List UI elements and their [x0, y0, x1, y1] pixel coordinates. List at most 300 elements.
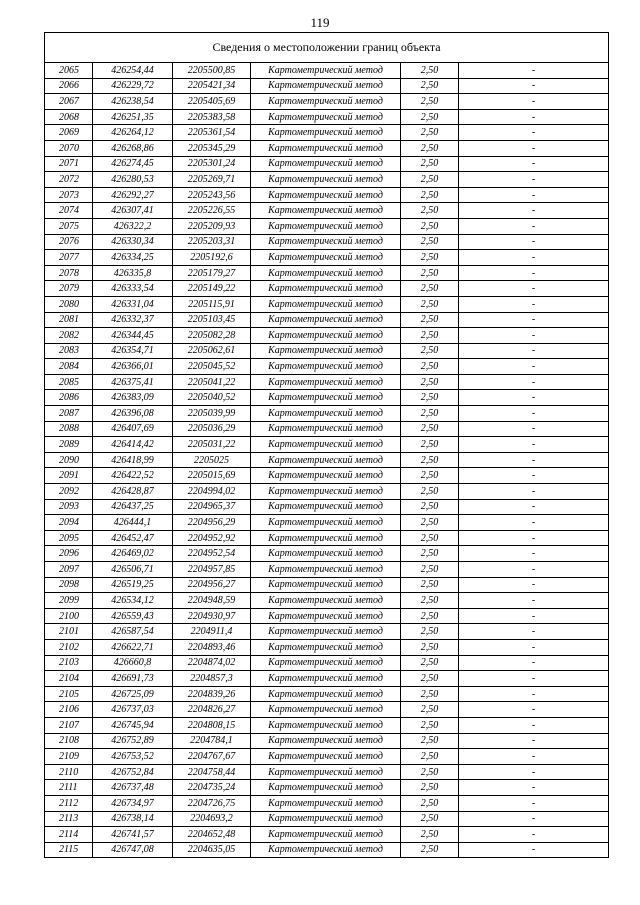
accuracy-cell: 2,50	[401, 577, 459, 593]
table-row	[45, 499, 609, 515]
description-cell: -	[459, 795, 609, 811]
accuracy-cell: 2,50	[401, 63, 459, 79]
description-cell: -	[459, 406, 609, 422]
y-coordinate-cell: 2205500,85	[173, 63, 251, 79]
accuracy-cell: 2,50	[401, 250, 459, 266]
description-cell: -	[459, 265, 609, 281]
x-coordinate-cell: 426422,52	[93, 468, 173, 484]
accuracy-cell: 2,50	[401, 842, 459, 858]
description-cell: -	[459, 546, 609, 562]
table-row	[45, 593, 609, 609]
accuracy-cell: 2,50	[401, 515, 459, 531]
method-cell: Картометрический метод	[251, 608, 401, 624]
x-coordinate-cell: 426251,35	[93, 109, 173, 125]
table-row	[45, 125, 609, 141]
point-number-cell: 2106	[45, 702, 93, 718]
point-number-cell: 2087	[45, 406, 93, 422]
table-row	[45, 172, 609, 188]
description-cell: -	[459, 468, 609, 484]
method-cell: Картометрический метод	[251, 655, 401, 671]
table-row	[45, 234, 609, 250]
y-coordinate-cell: 2205031,22	[173, 437, 251, 453]
y-coordinate-cell: 2205039,99	[173, 406, 251, 422]
table-row	[45, 562, 609, 578]
accuracy-cell: 2,50	[401, 593, 459, 609]
x-coordinate-cell: 426307,41	[93, 203, 173, 219]
point-number-cell: 2109	[45, 749, 93, 765]
x-coordinate-cell: 426534,12	[93, 593, 173, 609]
accuracy-cell: 2,50	[401, 702, 459, 718]
x-coordinate-cell: 426747,08	[93, 842, 173, 858]
description-cell: -	[459, 686, 609, 702]
x-coordinate-cell: 426330,34	[93, 234, 173, 250]
x-coordinate-cell: 426354,71	[93, 343, 173, 359]
table-title: Сведения о местоположении границ объекта	[45, 33, 609, 63]
y-coordinate-cell: 2205345,29	[173, 140, 251, 156]
method-cell: Картометрический метод	[251, 390, 401, 406]
method-cell: Картометрический метод	[251, 359, 401, 375]
description-cell: -	[459, 187, 609, 203]
description-cell: -	[459, 140, 609, 156]
description-cell: -	[459, 296, 609, 312]
table-row	[45, 452, 609, 468]
point-number-cell: 2113	[45, 811, 93, 827]
y-coordinate-cell: 2204965,37	[173, 499, 251, 515]
point-number-cell: 2115	[45, 842, 93, 858]
y-coordinate-cell: 2204957,85	[173, 562, 251, 578]
description-cell: -	[459, 156, 609, 172]
accuracy-cell: 2,50	[401, 421, 459, 437]
table-row	[45, 671, 609, 687]
point-number-cell: 2114	[45, 827, 93, 843]
description-cell: -	[459, 515, 609, 531]
point-number-cell: 2072	[45, 172, 93, 188]
y-coordinate-cell: 2204956,27	[173, 577, 251, 593]
method-cell: Картометрический метод	[251, 187, 401, 203]
y-coordinate-cell: 2205405,69	[173, 94, 251, 110]
point-number-cell: 2105	[45, 686, 93, 702]
x-coordinate-cell: 426414,42	[93, 437, 173, 453]
accuracy-cell: 2,50	[401, 530, 459, 546]
point-number-cell: 2092	[45, 484, 93, 500]
table-row	[45, 686, 609, 702]
y-coordinate-cell: 2204911,4	[173, 624, 251, 640]
table-row	[45, 827, 609, 843]
accuracy-cell: 2,50	[401, 811, 459, 827]
accuracy-cell: 2,50	[401, 686, 459, 702]
y-coordinate-cell: 2204893,46	[173, 639, 251, 655]
table-row	[45, 608, 609, 624]
table-row	[45, 140, 609, 156]
table-row	[45, 187, 609, 203]
method-cell: Картометрический метод	[251, 749, 401, 765]
table-row	[45, 406, 609, 422]
method-cell: Картометрический метод	[251, 172, 401, 188]
x-coordinate-cell: 426335,8	[93, 265, 173, 281]
accuracy-cell: 2,50	[401, 390, 459, 406]
x-coordinate-cell: 426691,73	[93, 671, 173, 687]
y-coordinate-cell: 2204948,59	[173, 593, 251, 609]
y-coordinate-cell: 2205269,71	[173, 172, 251, 188]
page-number: 119	[310, 15, 330, 30]
description-cell: -	[459, 577, 609, 593]
y-coordinate-cell: 2204874,02	[173, 655, 251, 671]
point-number-cell: 2079	[45, 281, 93, 297]
x-coordinate-cell: 426752,84	[93, 764, 173, 780]
method-cell: Картометрический метод	[251, 296, 401, 312]
point-number-cell: 2097	[45, 562, 93, 578]
accuracy-cell: 2,50	[401, 717, 459, 733]
accuracy-cell: 2,50	[401, 764, 459, 780]
y-coordinate-cell: 2205045,52	[173, 359, 251, 375]
method-cell: Картометрический метод	[251, 702, 401, 718]
point-number-cell: 2103	[45, 655, 93, 671]
y-coordinate-cell: 2205040,52	[173, 390, 251, 406]
method-cell: Картометрический метод	[251, 421, 401, 437]
point-number-cell: 2088	[45, 421, 93, 437]
table-row	[45, 156, 609, 172]
accuracy-cell: 2,50	[401, 655, 459, 671]
point-number-cell: 2102	[45, 639, 93, 655]
description-cell: -	[459, 702, 609, 718]
point-number-cell: 2111	[45, 780, 93, 796]
method-cell: Картометрический метод	[251, 577, 401, 593]
point-number-cell: 2101	[45, 624, 93, 640]
y-coordinate-cell: 2204767,67	[173, 749, 251, 765]
accuracy-cell: 2,50	[401, 795, 459, 811]
accuracy-cell: 2,50	[401, 156, 459, 172]
table-row	[45, 343, 609, 359]
description-cell: -	[459, 452, 609, 468]
method-cell: Картометрический метод	[251, 733, 401, 749]
table-row	[45, 702, 609, 718]
accuracy-cell: 2,50	[401, 468, 459, 484]
table-row	[45, 749, 609, 765]
x-coordinate-cell: 426238,54	[93, 94, 173, 110]
x-coordinate-cell: 426559,43	[93, 608, 173, 624]
table-row	[45, 484, 609, 500]
table-row	[45, 764, 609, 780]
point-number-cell: 2075	[45, 218, 93, 234]
table-row	[45, 655, 609, 671]
method-cell: Картометрический метод	[251, 140, 401, 156]
x-coordinate-cell: 426428,87	[93, 484, 173, 500]
y-coordinate-cell: 2204952,92	[173, 530, 251, 546]
y-coordinate-cell: 2205243,56	[173, 187, 251, 203]
table-row	[45, 265, 609, 281]
table-row	[45, 530, 609, 546]
y-coordinate-cell: 2204930,97	[173, 608, 251, 624]
table-row	[45, 328, 609, 344]
table-row	[45, 639, 609, 655]
x-coordinate-cell: 426444,1	[93, 515, 173, 531]
point-number-cell: 2069	[45, 125, 93, 141]
description-cell: -	[459, 733, 609, 749]
description-cell: -	[459, 639, 609, 655]
y-coordinate-cell: 2204735,24	[173, 780, 251, 796]
y-coordinate-cell: 2205209,93	[173, 218, 251, 234]
description-cell: -	[459, 608, 609, 624]
table-row	[45, 421, 609, 437]
method-cell: Картометрический метод	[251, 203, 401, 219]
method-cell: Картометрический метод	[251, 328, 401, 344]
y-coordinate-cell: 2205192,6	[173, 250, 251, 266]
y-coordinate-cell: 2204857,3	[173, 671, 251, 687]
description-cell: -	[459, 655, 609, 671]
point-number-cell: 2086	[45, 390, 93, 406]
x-coordinate-cell: 426396,08	[93, 406, 173, 422]
method-cell: Картометрический метод	[251, 63, 401, 79]
description-cell: -	[459, 764, 609, 780]
accuracy-cell: 2,50	[401, 281, 459, 297]
y-coordinate-cell: 2204994,02	[173, 484, 251, 500]
table-row	[45, 109, 609, 125]
accuracy-cell: 2,50	[401, 749, 459, 765]
x-coordinate-cell: 426469,02	[93, 546, 173, 562]
accuracy-cell: 2,50	[401, 359, 459, 375]
x-coordinate-cell: 426741,57	[93, 827, 173, 843]
method-cell: Картометрический метод	[251, 795, 401, 811]
description-cell: -	[459, 499, 609, 515]
point-number-cell: 2065	[45, 63, 93, 79]
method-cell: Картометрический метод	[251, 78, 401, 94]
method-cell: Картометрический метод	[251, 499, 401, 515]
accuracy-cell: 2,50	[401, 437, 459, 453]
accuracy-cell: 2,50	[401, 499, 459, 515]
accuracy-cell: 2,50	[401, 452, 459, 468]
point-number-cell: 2066	[45, 78, 93, 94]
point-number-cell: 2077	[45, 250, 93, 266]
accuracy-cell: 2,50	[401, 94, 459, 110]
accuracy-cell: 2,50	[401, 218, 459, 234]
y-coordinate-cell: 2205082,28	[173, 328, 251, 344]
accuracy-cell: 2,50	[401, 296, 459, 312]
method-cell: Картометрический метод	[251, 639, 401, 655]
point-number-cell: 2076	[45, 234, 93, 250]
description-cell: -	[459, 780, 609, 796]
x-coordinate-cell: 426437,25	[93, 499, 173, 515]
point-number-cell: 2099	[45, 593, 93, 609]
y-coordinate-cell: 2204839,26	[173, 686, 251, 702]
accuracy-cell: 2,50	[401, 608, 459, 624]
description-cell: -	[459, 78, 609, 94]
table-row	[45, 312, 609, 328]
accuracy-cell: 2,50	[401, 312, 459, 328]
accuracy-cell: 2,50	[401, 406, 459, 422]
method-cell: Картометрический метод	[251, 624, 401, 640]
y-coordinate-cell: 2204758,44	[173, 764, 251, 780]
point-number-cell: 2089	[45, 437, 93, 453]
method-cell: Картометрический метод	[251, 109, 401, 125]
description-cell: -	[459, 842, 609, 858]
description-cell: -	[459, 218, 609, 234]
method-cell: Картометрический метод	[251, 515, 401, 531]
description-cell: -	[459, 484, 609, 500]
accuracy-cell: 2,50	[401, 109, 459, 125]
point-number-cell: 2071	[45, 156, 93, 172]
table-row	[45, 795, 609, 811]
y-coordinate-cell: 2205025	[173, 452, 251, 468]
point-number-cell: 2081	[45, 312, 93, 328]
accuracy-cell: 2,50	[401, 265, 459, 281]
method-cell: Картометрический метод	[251, 562, 401, 578]
accuracy-cell: 2,50	[401, 671, 459, 687]
point-number-cell: 2083	[45, 343, 93, 359]
table-row	[45, 94, 609, 110]
description-cell: -	[459, 530, 609, 546]
y-coordinate-cell: 2204826,27	[173, 702, 251, 718]
table-row	[45, 811, 609, 827]
x-coordinate-cell: 426418,99	[93, 452, 173, 468]
table-row	[45, 733, 609, 749]
y-coordinate-cell: 2204635,05	[173, 842, 251, 858]
y-coordinate-cell: 2204652,48	[173, 827, 251, 843]
point-number-cell: 2084	[45, 359, 93, 375]
x-coordinate-cell: 426375,41	[93, 374, 173, 390]
table-row	[45, 437, 609, 453]
x-coordinate-cell: 426333,54	[93, 281, 173, 297]
x-coordinate-cell: 426734,97	[93, 795, 173, 811]
x-coordinate-cell: 426274,45	[93, 156, 173, 172]
y-coordinate-cell: 2204956,29	[173, 515, 251, 531]
y-coordinate-cell: 2205203,31	[173, 234, 251, 250]
table-row	[45, 359, 609, 375]
method-cell: Картометрический метод	[251, 374, 401, 390]
description-cell: -	[459, 811, 609, 827]
point-number-cell: 2098	[45, 577, 93, 593]
accuracy-cell: 2,50	[401, 78, 459, 94]
description-cell: -	[459, 203, 609, 219]
x-coordinate-cell: 426264,12	[93, 125, 173, 141]
method-cell: Картометрический метод	[251, 156, 401, 172]
x-coordinate-cell: 426268,86	[93, 140, 173, 156]
accuracy-cell: 2,50	[401, 562, 459, 578]
accuracy-cell: 2,50	[401, 639, 459, 655]
accuracy-cell: 2,50	[401, 733, 459, 749]
method-cell: Картометрический метод	[251, 312, 401, 328]
description-cell: -	[459, 312, 609, 328]
accuracy-cell: 2,50	[401, 484, 459, 500]
method-cell: Картометрический метод	[251, 218, 401, 234]
y-coordinate-cell: 2205036,29	[173, 421, 251, 437]
y-coordinate-cell: 2205179,27	[173, 265, 251, 281]
point-number-cell: 2070	[45, 140, 93, 156]
accuracy-cell: 2,50	[401, 374, 459, 390]
point-number-cell: 2096	[45, 546, 93, 562]
table-row	[45, 468, 609, 484]
table-row	[45, 250, 609, 266]
x-coordinate-cell: 426753,52	[93, 749, 173, 765]
method-cell: Картометрический метод	[251, 593, 401, 609]
description-cell: -	[459, 624, 609, 640]
x-coordinate-cell: 426752,89	[93, 733, 173, 749]
method-cell: Картометрический метод	[251, 437, 401, 453]
description-cell: -	[459, 593, 609, 609]
accuracy-cell: 2,50	[401, 624, 459, 640]
y-coordinate-cell: 2205103,45	[173, 312, 251, 328]
x-coordinate-cell: 426519,25	[93, 577, 173, 593]
y-coordinate-cell: 2205226,55	[173, 203, 251, 219]
method-cell: Картометрический метод	[251, 764, 401, 780]
accuracy-cell: 2,50	[401, 125, 459, 141]
y-coordinate-cell: 2205361,54	[173, 125, 251, 141]
description-cell: -	[459, 234, 609, 250]
accuracy-cell: 2,50	[401, 140, 459, 156]
accuracy-cell: 2,50	[401, 827, 459, 843]
y-coordinate-cell: 2205041,22	[173, 374, 251, 390]
table-row	[45, 374, 609, 390]
x-coordinate-cell: 426292,27	[93, 187, 173, 203]
accuracy-cell: 2,50	[401, 203, 459, 219]
accuracy-cell: 2,50	[401, 546, 459, 562]
y-coordinate-cell: 2205115,91	[173, 296, 251, 312]
x-coordinate-cell: 426737,03	[93, 702, 173, 718]
x-coordinate-cell: 426737,48	[93, 780, 173, 796]
description-cell: -	[459, 374, 609, 390]
x-coordinate-cell: 426383,09	[93, 390, 173, 406]
description-cell: -	[459, 437, 609, 453]
x-coordinate-cell: 426407,69	[93, 421, 173, 437]
x-coordinate-cell: 426332,37	[93, 312, 173, 328]
x-coordinate-cell: 426254,44	[93, 63, 173, 79]
x-coordinate-cell: 426745,94	[93, 717, 173, 733]
x-coordinate-cell: 426334,25	[93, 250, 173, 266]
x-coordinate-cell: 426452,47	[93, 530, 173, 546]
table-row	[45, 203, 609, 219]
x-coordinate-cell: 426229,72	[93, 78, 173, 94]
method-cell: Картометрический метод	[251, 686, 401, 702]
accuracy-cell: 2,50	[401, 328, 459, 344]
accuracy-cell: 2,50	[401, 343, 459, 359]
description-cell: -	[459, 125, 609, 141]
table-row	[45, 281, 609, 297]
point-number-cell: 2107	[45, 717, 93, 733]
method-cell: Картометрический метод	[251, 530, 401, 546]
description-cell: -	[459, 328, 609, 344]
description-cell: -	[459, 390, 609, 406]
table-row	[45, 515, 609, 531]
x-coordinate-cell: 426331,04	[93, 296, 173, 312]
method-cell: Картометрический метод	[251, 94, 401, 110]
y-coordinate-cell: 2205421,34	[173, 78, 251, 94]
point-number-cell: 2091	[45, 468, 93, 484]
y-coordinate-cell: 2204726,75	[173, 795, 251, 811]
accuracy-cell: 2,50	[401, 234, 459, 250]
accuracy-cell: 2,50	[401, 187, 459, 203]
point-number-cell: 2095	[45, 530, 93, 546]
table-row	[45, 63, 609, 79]
point-number-cell: 2074	[45, 203, 93, 219]
point-number-cell: 2100	[45, 608, 93, 624]
point-number-cell: 2094	[45, 515, 93, 531]
method-cell: Картометрический метод	[251, 484, 401, 500]
table-row	[45, 546, 609, 562]
x-coordinate-cell: 426344,45	[93, 328, 173, 344]
method-cell: Картометрический метод	[251, 452, 401, 468]
table-row	[45, 717, 609, 733]
description-cell: -	[459, 717, 609, 733]
x-coordinate-cell: 426660,8	[93, 655, 173, 671]
description-cell: -	[459, 250, 609, 266]
point-number-cell: 2090	[45, 452, 93, 468]
accuracy-cell: 2,50	[401, 780, 459, 796]
y-coordinate-cell: 2204808,15	[173, 717, 251, 733]
x-coordinate-cell: 426366,01	[93, 359, 173, 375]
y-coordinate-cell: 2205062,61	[173, 343, 251, 359]
point-number-cell: 2067	[45, 94, 93, 110]
table-row	[45, 78, 609, 94]
table-row	[45, 842, 609, 858]
